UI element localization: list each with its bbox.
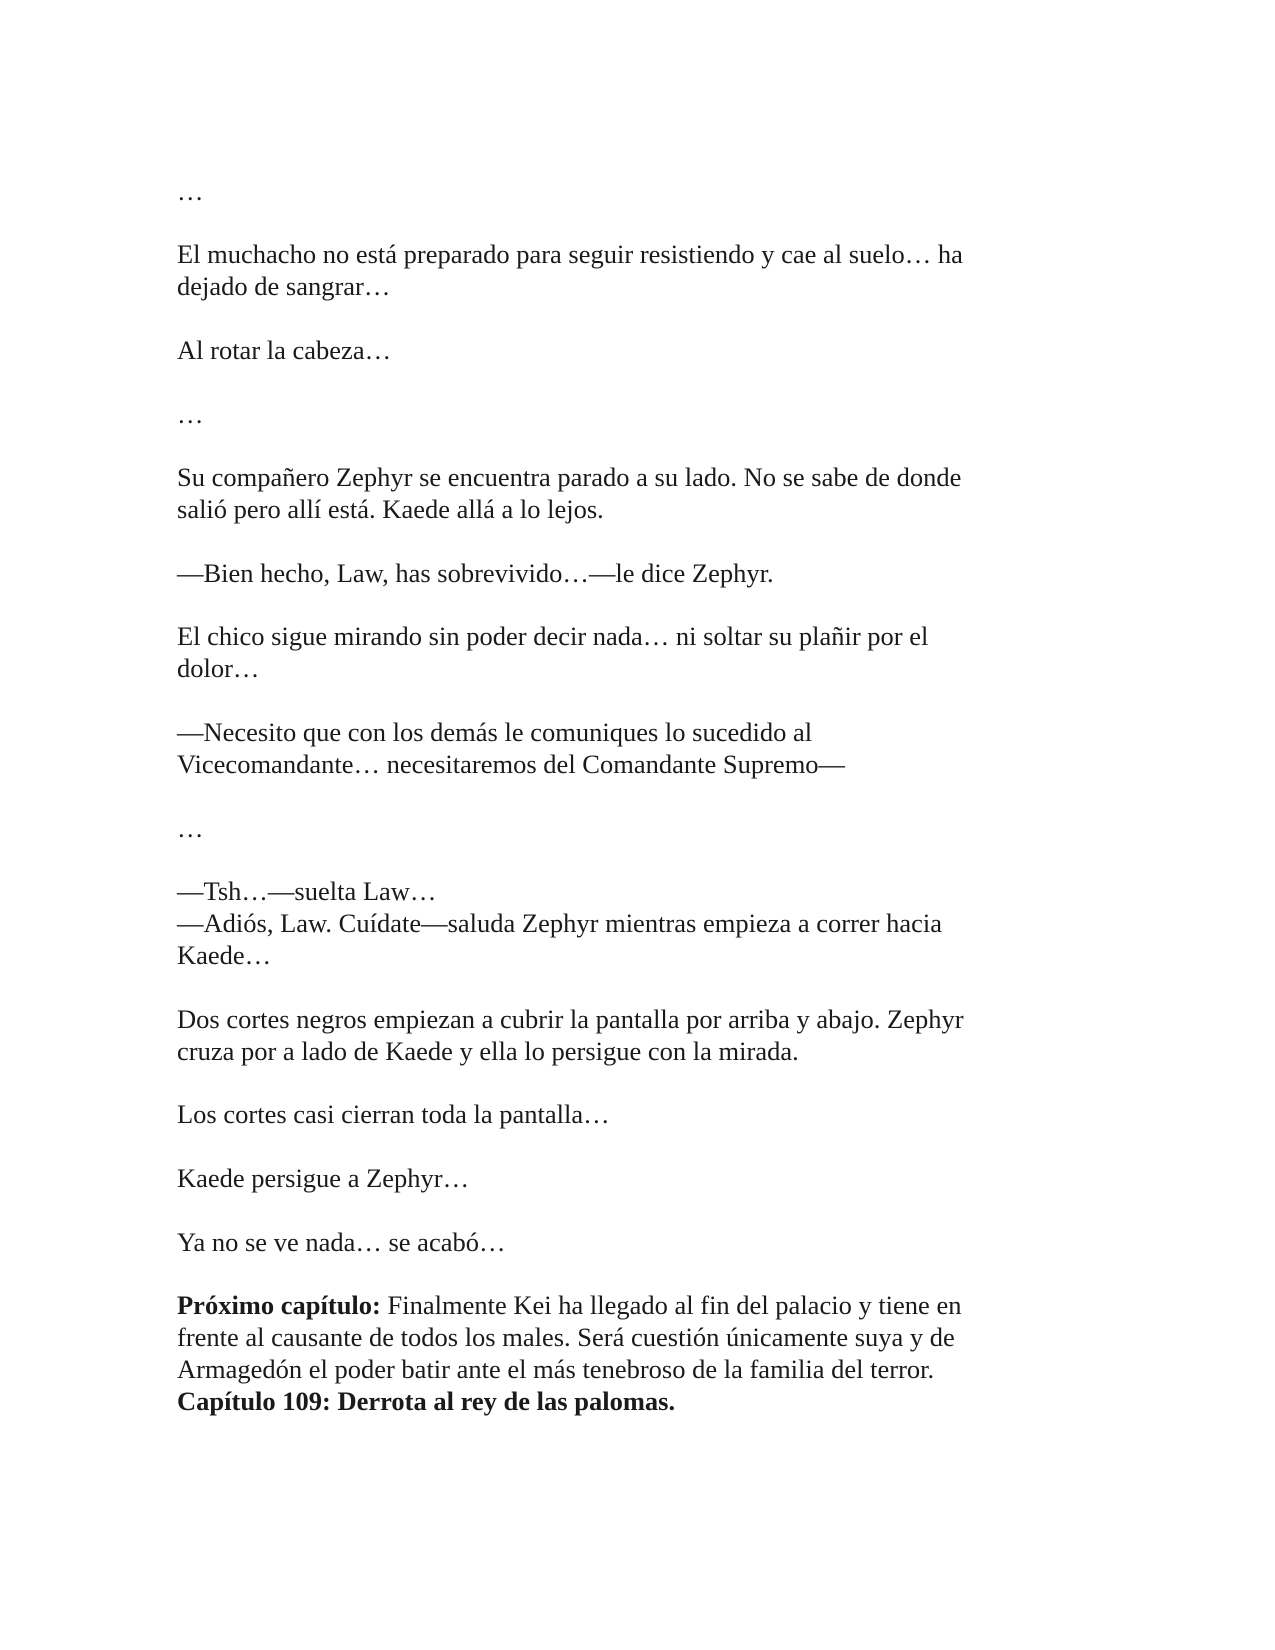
paragraph-line: —Bien hecho, Law, has sobrevivido…—le dice Zephyr.: [177, 558, 774, 588]
paragraph-line: Dos cortes negros empiezan a cubrir la pantalla por arriba y abajo. Zephyr: [177, 1004, 964, 1034]
paragraph-line: dolor…: [177, 653, 260, 683]
paragraph-line: …: [177, 399, 204, 429]
paragraph-line: —Adiós, Law. Cuídate—saluda Zephyr mientras empieza a correr hacia: [177, 908, 943, 938]
paragraph-line: El muchacho no está preparado para seguir resistiendo y cae al suelo… ha: [177, 239, 963, 269]
next-chapter-line: frente al causante de todos los males. Será cuestión únicamente suya y de: [177, 1322, 955, 1352]
paragraph-line: Kaede persigue a Zephyr…: [177, 1163, 470, 1193]
paragraph-line: salió pero allí está. Kaede allá a lo lejos.: [177, 494, 604, 524]
paragraph-line: dejado de sangrar…: [177, 271, 391, 301]
paragraph-line: cruza por a lado de Kaede y ella lo persigue con la mirada.: [177, 1036, 799, 1066]
next-chapter-line: Armagedón el poder batir ante el más tenebroso de la familia del terror.: [177, 1354, 935, 1384]
paragraph-line: Ya no se ve nada… se acabó…: [177, 1227, 506, 1257]
next-chapter-line: [177, 1289, 961, 1322]
next-chapter-text: Finalmente Kei ha llegado al fin del palacio y tiene en: [380, 1290, 962, 1320]
paragraph-line: —Necesito que con los demás le comuniques lo sucedido al: [177, 717, 813, 747]
paragraph-line: Kaede…: [177, 940, 272, 970]
next-chapter-title: Capítulo 109: Derrota al rey de las palomas.: [177, 1386, 676, 1416]
paragraph-line: Vicecomandante… necesitaremos del Comandante Supremo—: [177, 749, 846, 779]
paragraph-line: …: [177, 813, 204, 843]
paragraph-line: —Tsh…—suelta Law…: [177, 876, 437, 906]
paragraph-line: Su compañero Zephyr se encuentra parado a su lado. No se sabe de donde: [177, 462, 962, 492]
next-chapter-label: Próximo capítulo:: [177, 1290, 381, 1320]
paragraph-line: Al rotar la cabeza…: [177, 335, 392, 365]
paragraph-line: El chico sigue mirando sin poder decir nada… ni soltar su plañir por el: [177, 621, 929, 651]
paragraph-line: …: [177, 176, 204, 206]
paragraph-line: Los cortes casi cierran toda la pantalla…: [177, 1099, 610, 1129]
